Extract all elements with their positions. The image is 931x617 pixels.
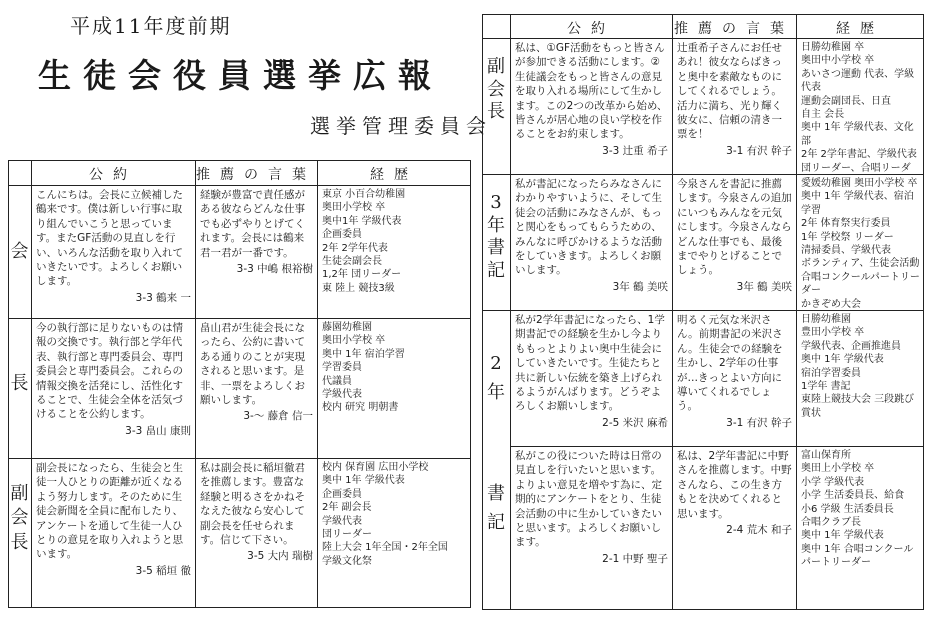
career-line: 企画委員 xyxy=(322,488,362,500)
career-line: 東 陸上 競技3級 xyxy=(322,282,395,294)
pledge-cell xyxy=(511,175,672,310)
career-line: 奥中1年 学級代表 xyxy=(322,215,402,227)
career-line: 奥中 1年 学級代表 xyxy=(801,354,884,366)
recommendation-cell xyxy=(196,186,317,318)
role-label: 副会長 xyxy=(10,483,29,553)
recommendation-text: 経験が豊富で責任感がある彼ならどんな仕事でも必ずやりとげてくれます。会長には鶴来君一君が一番です。 xyxy=(200,189,305,259)
career-line: 1,2年 団リーダー xyxy=(322,269,402,281)
career-cell xyxy=(797,175,924,310)
career-line: 1年 学校祭 リーダー xyxy=(801,231,894,243)
recommendation-cell xyxy=(673,311,796,446)
page-title: 生徒会役員選挙広報 xyxy=(38,56,443,95)
recommender-signature: 3年 鶴 美咲 xyxy=(736,280,792,293)
career-line: 愛媛幼稚園 奥田小学校 卒 xyxy=(801,178,918,189)
pledge-cell xyxy=(511,311,672,446)
role-label: 長 xyxy=(10,373,29,394)
career-line: 奥中 1年 学級代表、宿泊学習 xyxy=(801,191,914,216)
recommender-signature: 3-1 有沢 幹子 xyxy=(726,416,792,429)
career-line: 合唱コンクールパートリーダー xyxy=(801,271,920,297)
career-line: 2年 体育祭実行委員 xyxy=(801,218,891,230)
role-label: 副会長 xyxy=(487,56,505,122)
career-line: 学級代表 xyxy=(322,515,362,527)
career-line: 運動会副団長、日直 xyxy=(801,95,891,107)
recommendation-text: 畠山君が生徒会長になったら、公約に書いてある通りのことが実現されると思います。是非、一票をよろしくお願いします。 xyxy=(200,322,305,407)
career-line: 宿泊学習委員 xyxy=(801,367,861,379)
recommendation-text: 私は副会長に稲垣徹君を推薦します。豊富な経験と明るさをかねそなえた彼なら安心して副会長を任せられます。信じて下さい。 xyxy=(200,462,305,547)
recommender-signature: 3-1 有沢 幹子 xyxy=(726,144,792,157)
career-line: 陸上大会 1年全国・2年全国 xyxy=(322,542,448,554)
recommender-signature: 3-5 大内 瑞樹 xyxy=(247,550,313,563)
recommendation-text: 辻重希子さんにお任せあれ！彼女ならばきっと奥中を素敵なものにしてくれるでしょう。活力に満ち、光り輝く彼女に、信頼の清き一票を！ xyxy=(677,42,782,141)
career-line: 小学 学級代表 xyxy=(801,476,865,488)
recommendation-cell xyxy=(673,39,796,174)
career-cell xyxy=(318,319,471,458)
career-line: 富山保育所 xyxy=(801,450,851,461)
pledge-cell xyxy=(511,447,672,610)
career-line: かきぞめ大会 xyxy=(801,298,861,310)
recommendation-cell xyxy=(673,175,796,310)
career-line: 清掃委員、学級代表 xyxy=(801,245,891,257)
pledge-text: こんにちは。会長に立候補した鶴来です。僕は新しい行事に取り組んでいこうと思っています。またGF活動の見直しを行い、いろんな活動を取り入れていきたいです。よろしくお願いします。 xyxy=(36,189,183,288)
candidate-signature: 3-5 稲垣 徹 xyxy=(135,564,191,577)
career-cell xyxy=(318,459,471,608)
career-line: 小6 学級 生活委員長 xyxy=(801,503,894,515)
career-line: 合唱クラブ長 xyxy=(801,517,861,529)
pledge-text: 私は、①GF活動をもっと皆さんが参加できる活動にします。②生徒議会をもっと皆さんの意見を取り入れる場所にして生かします。この2つの改革から始め、皆さんが居心地の良い学校を作ることをお約束します。 xyxy=(515,42,668,141)
career-line: 奥田小学校 卒 xyxy=(322,202,386,214)
header-career: 経歴 xyxy=(370,167,418,183)
header-career: 経歴 xyxy=(836,21,884,37)
career-line: 東陸上競技大会 三段跳び 賞状 xyxy=(801,394,915,419)
career-line: 団リーダー xyxy=(322,529,372,541)
role-label: 書記 xyxy=(487,483,505,533)
candidate-signature: 3-3 辻重 希子 xyxy=(602,144,668,157)
career-line: 1学年 書記 xyxy=(801,381,851,393)
career-line: あいさつ運動 代表、学級代表 xyxy=(801,68,915,94)
candidate-signature: 3年 鶴 美咲 xyxy=(612,280,668,293)
committee-label: 選挙管理委員会 xyxy=(310,114,492,138)
recommendation-cell xyxy=(196,459,317,608)
pledge-cell xyxy=(32,459,195,608)
career-line: 日勝幼稚園 xyxy=(801,314,851,325)
career-line: 代議員 xyxy=(322,375,352,387)
career-line: 学級文化祭 xyxy=(322,555,372,567)
pledge-text: 今の執行部に足りないものは情報の交換です。執行部と学年代表、執行部と専門委員会、専門委員会と専門委員会。これらの情報交換を活発にし、活性化することで、生徒会全体を活気づけることを公約します。 xyxy=(36,322,183,421)
career-line: 2年 2学年代表 xyxy=(322,242,388,254)
career-line: 生徒会副会長 xyxy=(322,256,382,268)
recommendation-cell xyxy=(196,319,317,458)
pledge-text: 私が2学年書記になったら、1学期書記での経験を生かし今よりももっとよりよい奥中生徒会にしていきたいです。生徒たちと共に新しい伝統を築き上げられるようがんばります。どうぞよろしくお願いします。 xyxy=(515,314,665,413)
candidate-signature: 2-5 米沢 麻希 xyxy=(602,416,668,429)
career-line: 学習委員 xyxy=(322,362,362,374)
header-recommendation: 推薦の言葉 xyxy=(196,167,316,183)
career-line: 校内 研究 明朝書 xyxy=(322,402,399,414)
career-line: 2年 副会長 xyxy=(322,502,372,514)
recommendation-text: 私は、2学年書記に中野さんを推薦します。中野さんなら、この生き方もとを決めてくれると思います。 xyxy=(677,450,792,520)
career-line: 奥田小学校 卒 xyxy=(322,335,386,347)
career-cell xyxy=(797,311,924,446)
candidate-signature: 3-3 鶴来 一 xyxy=(135,291,191,304)
career-line: 小学 生活委員長、給食 xyxy=(801,490,905,502)
edition-label: 平成11年度前期 xyxy=(70,14,232,38)
career-line: ボランティア、生徒会活動 xyxy=(801,258,920,270)
career-line: 2年 2学年書記、学級代表 xyxy=(801,149,917,161)
career-line: 奥田上小学校 卒 xyxy=(801,463,875,475)
career-line: 奥田中小学校 卒 xyxy=(801,55,875,67)
role-label: 3年書記 xyxy=(487,192,505,281)
pledge-text: 副会長になったら、生徒会と生徒一人ひとりの距離が近くなるよう努力します。そのために生徒会新聞を全員に配布したり、アンケートを通して生徒一人ひとりの意見を取り入れようと思います。 xyxy=(36,462,183,561)
pledge-cell xyxy=(32,186,195,318)
candidate-signature: 2-1 中野 聖子 xyxy=(602,552,668,565)
career-line: 奥中 1年 合唱コンクールパートリーダー xyxy=(801,543,914,569)
recommendation-text: 今泉さんを書記に推薦します。今泉さんの追加にいつもみんなを元気にします。今泉さんならどんな仕事でも、最後までやりとげることでしょう。 xyxy=(677,178,792,277)
career-line: 奥中 1年 学級代表 xyxy=(801,530,884,542)
pledge-cell xyxy=(511,39,672,174)
career-line: 奥中 1年 学級代表 xyxy=(322,475,405,487)
career-cell xyxy=(797,447,924,610)
header-pledge: 公約 xyxy=(89,167,137,183)
recommender-signature: 3-3 中嶋 根裕樹 xyxy=(236,263,313,276)
header-pledge: 公約 xyxy=(567,21,615,37)
career-cell xyxy=(318,186,471,318)
career-line: 日勝幼稚園 卒 xyxy=(801,42,865,53)
candidate-signature: 3-3 畠山 康則 xyxy=(125,424,191,437)
career-line: 企画委員 xyxy=(322,229,362,241)
career-line: 奥中 1年 学級代表、文化部 xyxy=(801,122,914,147)
role-label: 2年 xyxy=(487,353,505,403)
career-line: 団リーダー、合唱リーダ xyxy=(801,162,911,174)
career-line: 東京 小百合幼稚園 xyxy=(322,189,406,200)
role-label: 会 xyxy=(10,241,29,262)
career-line: 学級代表 xyxy=(322,389,362,401)
recommender-signature: 2-4 荒木 和子 xyxy=(726,524,792,537)
recommendation-text: 明るく元気な米沢さん。前期書記の米沢さん。生徒会での経験を生かし、2学年の仕事が…きっとよい方向に導いてくれるでしょう。 xyxy=(677,314,783,413)
career-cell xyxy=(797,39,924,174)
career-line: 藤園幼稚園 xyxy=(322,322,372,333)
pledge-text: 私がこの役についた時は日常の見直しを行いたいと思います。よりよい意見を増やす為に、定期的にアンケートをとり、生徒会活動の中に生かしていきたいと思います。よろしくお願いします。 xyxy=(515,450,662,549)
recommender-signature: 3-〜 藤倉 信一 xyxy=(243,410,313,423)
career-line: 豊田小学校 卒 xyxy=(801,327,865,339)
pledge-cell xyxy=(32,319,195,458)
career-line: 奥中 1年 宿泊学習 xyxy=(322,348,405,360)
header-recommendation: 推薦の言葉 xyxy=(674,21,794,37)
career-line: 学級代表、企画推進員 xyxy=(801,340,901,352)
career-line: 校内 保育園 広田小学校 xyxy=(322,462,429,473)
career-line: 自主 会長 xyxy=(801,109,845,121)
recommendation-cell xyxy=(673,447,796,610)
pledge-text: 私が書記になったらみなさんにわかりやすいように、そして生徒会の活動にみなさんが、もっと関心をもってもらうための、みんなに呼びかけるような活動をしていきます。よろしくお願いします。 xyxy=(515,178,662,277)
